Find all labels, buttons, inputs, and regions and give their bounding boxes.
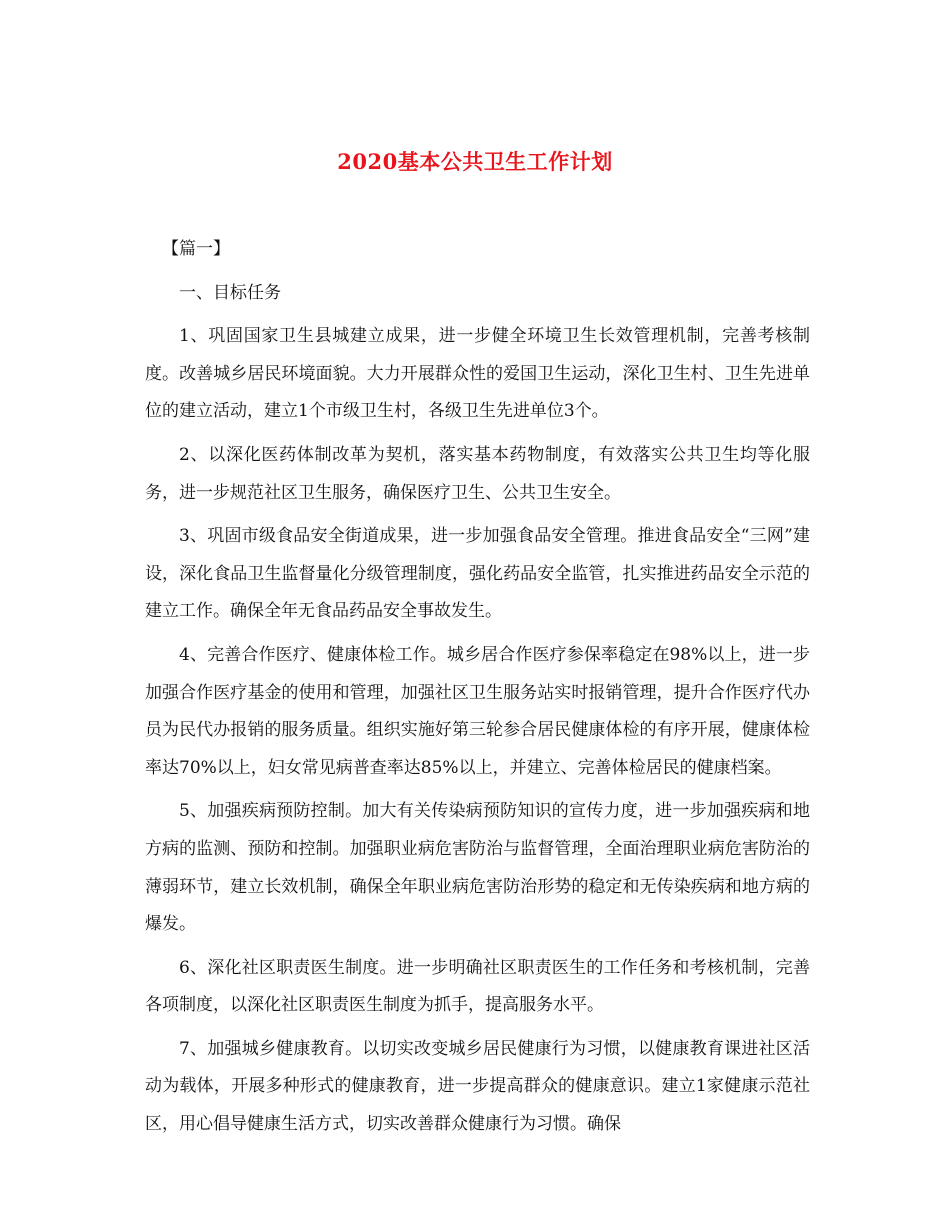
paragraph-4: 4、完善合作医疗、健康体检工作。城乡居合作医疗参保率稳定在98%以上，进一步加强合作医疗基金的使用和管理，加强社区卫生服务站实时报销管理，提升合作医疗代办员为民代办报销的服务质量。组织实施好第三轮参合居民健康体检的有序开展，健康体检率达70%以上，妇女常见病普查率达85%以上，并建立、完善体检居民的健康档案。 xyxy=(145,644,810,778)
paragraph-2: 2、以深化医药体制改革为契机，落实基本药物制度，有效落实公共卫生均等化服务，进一步规范社区卫生服务，确保医疗卫生、公共卫生安全。 xyxy=(145,444,810,503)
section-heading: 一、目标任务 xyxy=(179,282,281,303)
document-body xyxy=(145,231,810,1150)
paragraph-3: 3、巩固市级食品安全街道成果，进一步加强食品安全管理。推进食品安全“三网”建设，深化食品卫生监督量化分级管理制度，强化药品安全监管，扎实推进药品安全示范的建立工作。确保全年无食品药品安全事故发生。 xyxy=(145,526,810,622)
paragraph-6: 6、深化社区职责医生制度。进一步明确社区职责医生的工作任务和考核机制，完善各项制度，以深化社区职责医生制度为抓手，提高服务水平。 xyxy=(145,957,810,1016)
paragraph-5: 5、加强疾病预防控制。加大有关传染病预防知识的宣传力度，进一步加强疾病和地方病的监测、预防和控制。加强职业病危害防治与监督管理，全面治理职业病危害防治的薄弱环节，建立长效机制，确保全年职业病危害防治形势的稳定和无传染疾病和地方病的爆发。 xyxy=(145,801,810,935)
paragraph-1: 1、巩固国家卫生县城建立成果，进一步健全环境卫生长效管理机制，完善考核制度。改善城乡居民环境面貌。大力开展群众性的爱国卫生运动，深化卫生村、卫生先进单位的建立活动，建立1个市级卫生村，各级卫生先进单位3个。 xyxy=(145,326,810,422)
document-title: 2020基本公共卫生工作计划 xyxy=(337,149,613,174)
paragraph-7: 7、加强城乡健康教育。以切实改变城乡居民健康行为习惯，以健康教育课进社区活动为载体，开展多种形式的健康教育，进一步提高群众的健康意识。建立1家健康示范社区，用心倡导健康生活方式，切实改善群众健康行为习惯。确保 xyxy=(145,1038,810,1135)
section-label: 【篇一】 xyxy=(162,239,230,259)
